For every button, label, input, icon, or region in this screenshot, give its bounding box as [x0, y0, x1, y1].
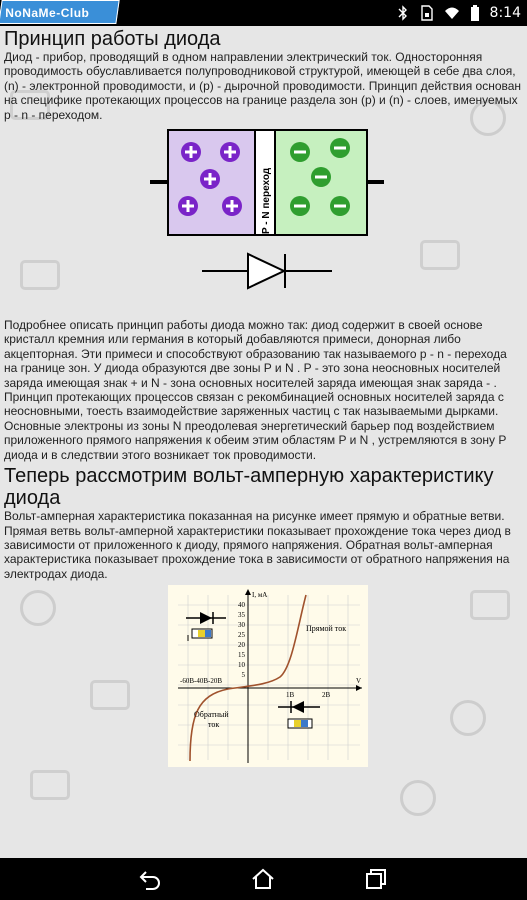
y-tick: 25: [238, 631, 245, 640]
negative-ticks: -60В-40В-20В: [180, 677, 222, 686]
app-badge: NoNaMe-Club: [0, 0, 120, 24]
y-tick: 5: [241, 671, 245, 680]
article-content[interactable]: [0, 26, 527, 858]
y-tick: 20: [238, 641, 245, 650]
y-tick: 10: [238, 661, 245, 670]
diode-symbol: [202, 254, 332, 288]
bluetooth-icon: [396, 5, 410, 21]
battery-icon: [470, 5, 480, 21]
status-bar: [0, 0, 527, 26]
y-tick: 40: [238, 601, 245, 610]
y-axis-label: I, мА: [252, 591, 268, 600]
pn-junction-figure: [4, 126, 523, 318]
back-icon[interactable]: [138, 868, 162, 890]
junction-label: P - N переход: [261, 167, 272, 235]
recents-icon[interactable]: [364, 868, 388, 890]
vac-figure: [4, 585, 523, 777]
y-tick: 15: [238, 651, 245, 660]
reverse-current-label: Обратный: [194, 710, 229, 720]
y-tick: 35: [238, 611, 245, 620]
detail-paragraph: Подробнее описать принцип работы диода можно так: диод содержит в своей основе кристалл кремния или германия в который добавляются примеси, донорная либо акцепторная. Эти примеси и способствуют образованию так называемого p - n - перехода на границе зон. У диода образуются две зоны P и N . P - это зона неосновных носителей заряда имеющая знак + и N - зона основных носителей заряда имеющая знак заряда - . Принцип протекающих процессов связан с рекомбинацией основных носителей заряда с неосновными, тоесть взаимодействие заряженных частиц с так называемыми дырками. Основные электроны из зоны N преодолевая энергетический барьер под воздействием приложенного прямого напряжения к обеим этим областям P и N , устремляются в зону P диода и в следствии этого возникает ток проводимости.: [4, 318, 507, 462]
x-axis-label: V: [356, 677, 362, 686]
vac-paragraph: Вольт-амперная характеристика показанная на рисунке имеет прямую и обратные ветви. Прямая ветвь вольт-амперной характеристики показывает прохождение тока через диод в зависимости от приложенного к диоду, прямого напряжения. Обратная вольт-амперная характеристика показывает прохождение тока в зависимости от обратного напряжения на электродах диода.: [4, 509, 511, 581]
reverse-current-label-2: ток: [208, 720, 220, 730]
section-title-vac: Теперь рассмотрим вольт-амперную характеристику диода: [4, 465, 494, 510]
x-tick: 1В: [286, 691, 295, 700]
home-icon[interactable]: [250, 868, 276, 890]
page-title: Принцип работы диода: [4, 28, 221, 50]
y-tick: 30: [238, 621, 245, 630]
wifi-icon: [444, 5, 460, 21]
intro-paragraph: Диод - прибор, проводящий в одном направлении электрический ток. Односторонняя проводимость обуславливается полупроводниковой структурой, имеющей в себе два слоя, (n) - электронной проводимости, и (p) - дырочной проводимости. Принцип действия основан на специфике протекающих процессов на границе раздела зон (p) и (n) - слоев, именуемых p - n - переходом.: [4, 50, 522, 122]
x-tick: 2В: [322, 691, 331, 700]
forward-current-label: Прямой ток: [306, 624, 347, 634]
clock: 8:14: [489, 5, 521, 21]
navigation-bar: [0, 858, 527, 900]
sim-icon: [420, 5, 434, 21]
